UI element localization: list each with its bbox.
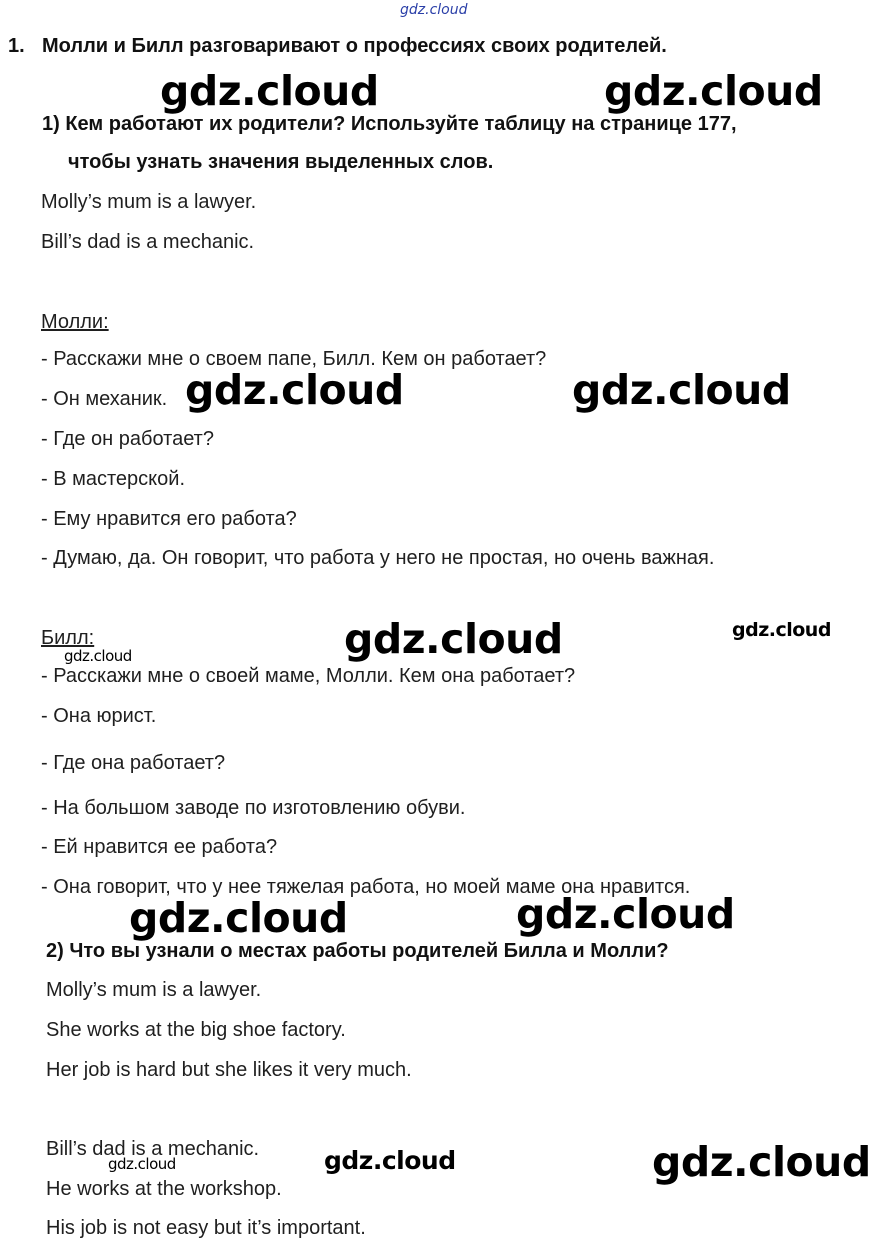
molly-line-5: - Ему нравится его работа?	[41, 508, 297, 530]
part2-bill-answer-1: Bill’s dad is a mechanic.	[46, 1138, 260, 1160]
watermark-7: gdz.cloud	[64, 647, 132, 665]
watermark-1: gdz.cloud	[160, 67, 379, 115]
watermark-6: gdz.cloud	[732, 619, 831, 641]
molly-line-1: - Расскажи мне о своем папе, Билл. Кем он работает?	[41, 348, 547, 370]
speaker-molly: Молли:	[41, 311, 109, 333]
molly-line-3: - Где он работает?	[41, 428, 214, 450]
watermark-3: gdz.cloud	[185, 366, 404, 414]
bill-line-6: - Она говорит, что у нее тяжелая работа, но моей маме она нравится.	[41, 876, 691, 898]
task-number: 1.	[8, 35, 25, 57]
watermark-2: gdz.cloud	[604, 67, 823, 115]
watermark-10: gdz.cloud	[108, 1155, 176, 1173]
watermark-4: gdz.cloud	[572, 366, 791, 414]
watermark-top: gdz.cloud	[400, 2, 468, 18]
watermark-9: gdz.cloud	[516, 890, 735, 938]
speaker-bill: Билл:	[41, 627, 95, 649]
bill-line-4: - На большом заводе по изготовлению обуви.	[41, 797, 466, 819]
bill-line-3: - Где она работает?	[41, 752, 226, 774]
part2-molly-answer-1: Molly’s mum is a lawyer.	[46, 979, 262, 1001]
molly-line-6: - Думаю, да. Он говорит, что работа у него не простая, но очень важная.	[41, 547, 715, 569]
watermark-12: gdz.cloud	[652, 1138, 871, 1186]
molly-line-4: - В мастерской.	[41, 468, 185, 490]
part1-question-line2: чтобы узнать значения выделенных слов.	[68, 151, 494, 173]
watermark-11: gdz.cloud	[324, 1146, 456, 1175]
watermark-8: gdz.cloud	[129, 894, 348, 942]
part1-answer-2: Bill’s dad is a mechanic.	[41, 231, 255, 253]
part2-bill-answer-2: He works at the workshop.	[46, 1178, 282, 1200]
part1-answer-1: Molly’s mum is a lawyer.	[41, 191, 257, 213]
part2-question: 2) Что вы узнали о местах работы родителей Билла и Молли?	[46, 940, 669, 962]
watermark-5: gdz.cloud	[344, 615, 563, 663]
molly-line-2: - Он механик.	[41, 388, 168, 410]
bill-line-1: - Расскажи мне о своей маме, Молли. Кем она работает?	[41, 665, 576, 687]
part1-question-line1: 1) Кем работают их родители? Используйте таблицу на странице 177,	[42, 113, 737, 135]
bill-line-2: - Она юрист.	[41, 705, 157, 727]
part2-bill-answer-3: His job is not easy but it’s important.	[46, 1217, 366, 1239]
task-title: Молли и Билл разговаривают о профессиях своих родителей.	[42, 35, 667, 57]
part2-molly-answer-3: Her job is hard but she likes it very much.	[46, 1059, 412, 1081]
part2-molly-answer-2: She works at the big shoe factory.	[46, 1019, 346, 1041]
bill-line-5: - Ей нравится ее работа?	[41, 836, 278, 858]
